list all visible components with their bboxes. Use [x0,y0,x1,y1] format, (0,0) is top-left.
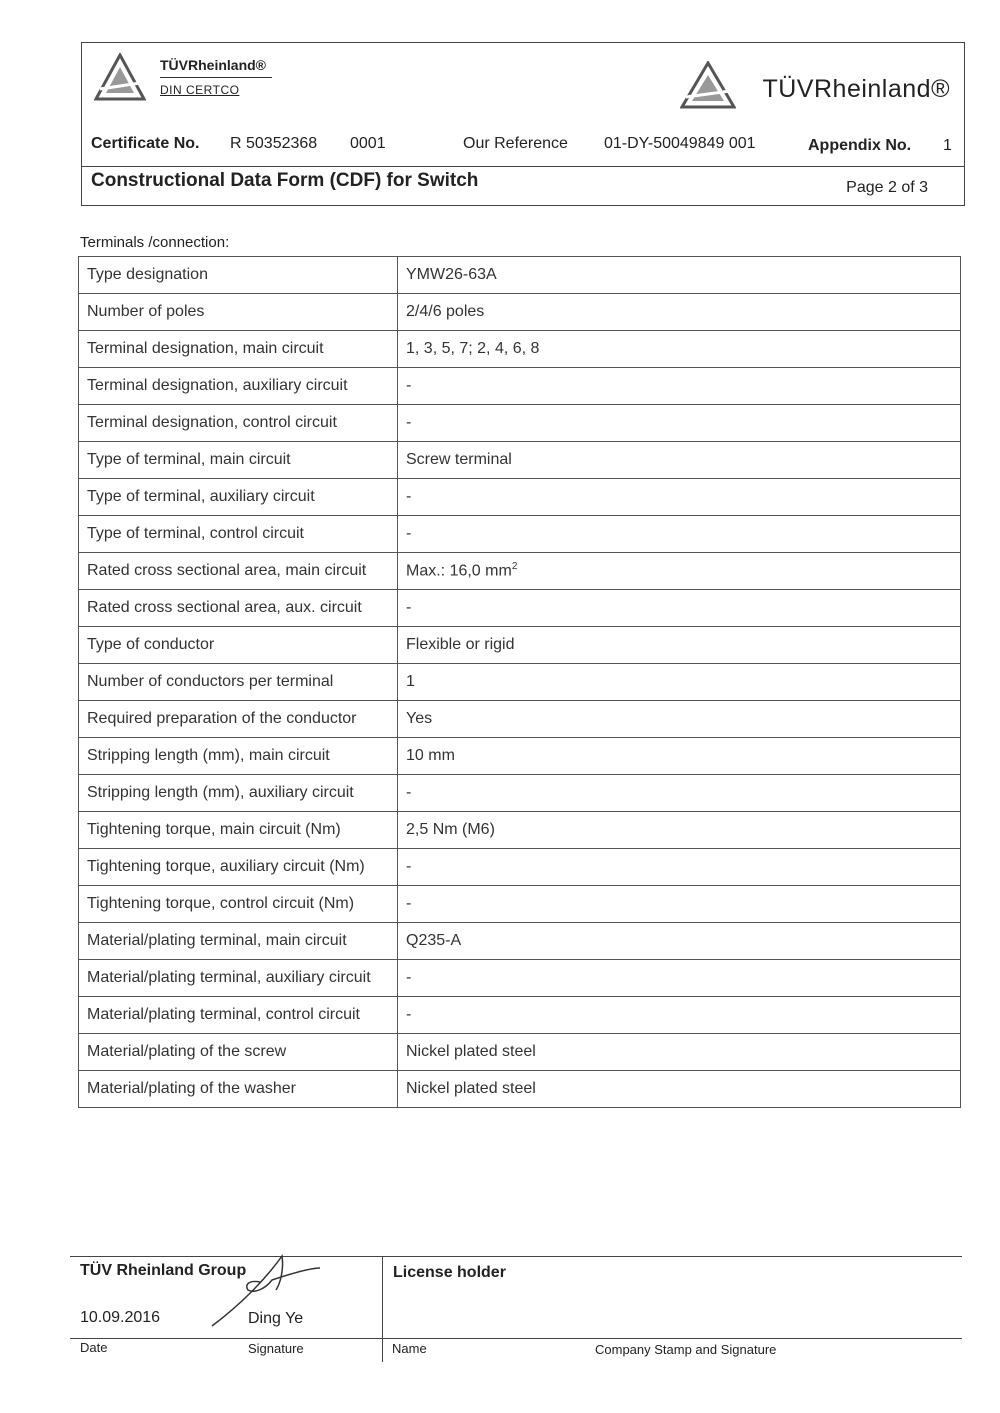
row-label: Type of terminal, main circuit [79,442,398,479]
footer-top-line [70,1256,962,1257]
row-label: Terminal designation, control circuit [79,405,398,442]
row-value-text: Yes [406,710,433,727]
table-row [79,516,961,553]
appendix-label: Appendix No. [808,137,912,154]
row-value [398,368,961,405]
row-value-text: Screw terminal [406,451,512,468]
row-value [398,701,961,738]
row-value [398,479,961,516]
row-value-text: - [406,895,412,912]
signer-name: Ding Ye [248,1310,304,1327]
table-row [79,923,961,960]
row-label: Material/plating terminal, auxiliary circuit [79,960,398,997]
logo-divider [160,77,272,78]
certificate-header [81,42,965,206]
reference-label: Our Reference [463,135,568,152]
license-holder-label: License holder [393,1264,506,1281]
row-value [398,812,961,849]
row-value-text: - [406,414,412,431]
tuv-triangle-logo-icon [680,61,736,109]
row-value [398,664,961,701]
row-value-text: 2,5 Nm (M6) [406,821,495,838]
row-value [398,1071,961,1108]
table-row [79,479,961,516]
table-row [79,664,961,701]
table-row [79,960,961,997]
row-label: Material/plating terminal, control circuit [79,997,398,1034]
table-row [79,405,961,442]
handwritten-signature-icon [210,1250,330,1330]
row-label: Type of conductor [79,627,398,664]
tuv-triangle-logo-icon [94,53,146,101]
signature-label: Signature [248,1341,304,1356]
row-value [398,1034,961,1071]
page-number: Page 2 of 3 [846,179,928,196]
row-value [398,257,961,294]
row-value [398,849,961,886]
row-value-text: Max.: 16,0 mm [406,562,512,580]
group-name: TÜV Rheinland Group [80,1262,247,1279]
row-value-text: - [406,488,412,505]
row-label: Required preparation of the conductor [79,701,398,738]
table-row [79,627,961,664]
table-row [79,997,961,1034]
appendix-number: 1 [943,137,952,154]
row-value [398,738,961,775]
row-value [398,886,961,923]
stamp-label: Company Stamp and Signature [595,1342,777,1357]
row-value [398,331,961,368]
row-value [398,960,961,997]
table-row [79,1034,961,1071]
row-value-text: Nickel plated steel [406,1043,536,1060]
certificate-number: R 50352368 [230,135,318,152]
table-row [79,738,961,775]
row-label: Terminal designation, main circuit [79,331,398,368]
row-value-text: Flexible or rigid [406,636,515,653]
section-label: Terminals /connection: [80,234,230,251]
row-value-text: 2/4/6 poles [406,303,485,320]
row-value [398,294,961,331]
row-label: Stripping length (mm), auxiliary circuit [79,775,398,812]
row-value-text: - [406,525,412,542]
certificate-label: Certificate No. [91,135,200,152]
row-value-text: - [406,599,412,616]
row-label: Tightening torque, auxiliary circuit (Nm) [79,849,398,886]
row-label: Material/plating of the washer [79,1071,398,1108]
row-value [398,923,961,960]
row-value-text: - [406,377,412,394]
row-value-text: - [406,784,412,801]
row-value-text: - [406,858,412,875]
row-value [398,997,961,1034]
table-row [79,886,961,923]
row-value-text: - [406,969,412,986]
row-value [398,405,961,442]
name-label: Name [392,1341,427,1356]
table-row [79,553,961,590]
row-value-text: - [406,1006,412,1023]
row-value [398,516,961,553]
row-value-text: YMW26-63A [406,266,497,283]
row-label: Material/plating of the screw [79,1034,398,1071]
certificate-suffix: 0001 [350,135,386,152]
superscript: 2 [511,561,518,573]
row-value [398,627,961,664]
row-value [398,775,961,812]
table-row [79,1071,961,1108]
row-label: Type designation [79,257,398,294]
table-row [79,775,961,812]
date-label: Date [80,1340,108,1355]
reference-number: 01-DY-50049849 001 [604,135,756,152]
table-row [79,331,961,368]
form-title: Constructional Data Form (CDF) for Switch [91,170,479,191]
footer-divider [382,1256,383,1362]
row-label: Rated cross sectional area, aux. circuit [79,590,398,627]
row-value-text: Q235-A [406,932,462,949]
table-row [79,812,961,849]
tuv-logo-large [680,61,950,111]
footer-mid-line [70,1338,962,1339]
row-label: Tightening torque, main circuit (Nm) [79,812,398,849]
table-row [79,849,961,886]
table-row [79,368,961,405]
din-certco-label: DIN CERTCO [160,83,240,97]
row-value-text: 1, 3, 5, 7; 2, 4, 6, 8 [406,340,540,357]
row-label: Number of poles [79,294,398,331]
row-value-text: Nickel plated steel [406,1080,536,1097]
row-label: Terminal designation, auxiliary circuit [79,368,398,405]
table-row [79,442,961,479]
row-label: Material/plating terminal, main circuit [79,923,398,960]
tuv-din-certco-logo [94,53,266,106]
table-row [79,701,961,738]
row-value-text: 1 [406,673,415,690]
row-label: Tightening torque, control circuit (Nm) [79,886,398,923]
header-separator [82,166,964,167]
row-value [398,442,961,479]
row-value-text: 10 mm [406,747,455,764]
row-label: Number of conductors per terminal [79,664,398,701]
footer-block [70,1256,962,1362]
brand-large: TÜVRheinland® [762,75,950,103]
table-row [79,294,961,331]
brand-small: TÜVRheinland® [160,57,266,73]
row-label: Type of terminal, control circuit [79,516,398,553]
row-value [398,590,961,627]
row-label: Type of terminal, auxiliary circuit [79,479,398,516]
table-row [79,257,961,294]
table-row [79,590,961,627]
row-value [398,553,961,590]
date-value: 10.09.2016 [80,1309,161,1326]
row-label: Stripping length (mm), main circuit [79,738,398,775]
terminal-data-table [78,256,961,1108]
row-label: Rated cross sectional area, main circuit [79,553,398,590]
